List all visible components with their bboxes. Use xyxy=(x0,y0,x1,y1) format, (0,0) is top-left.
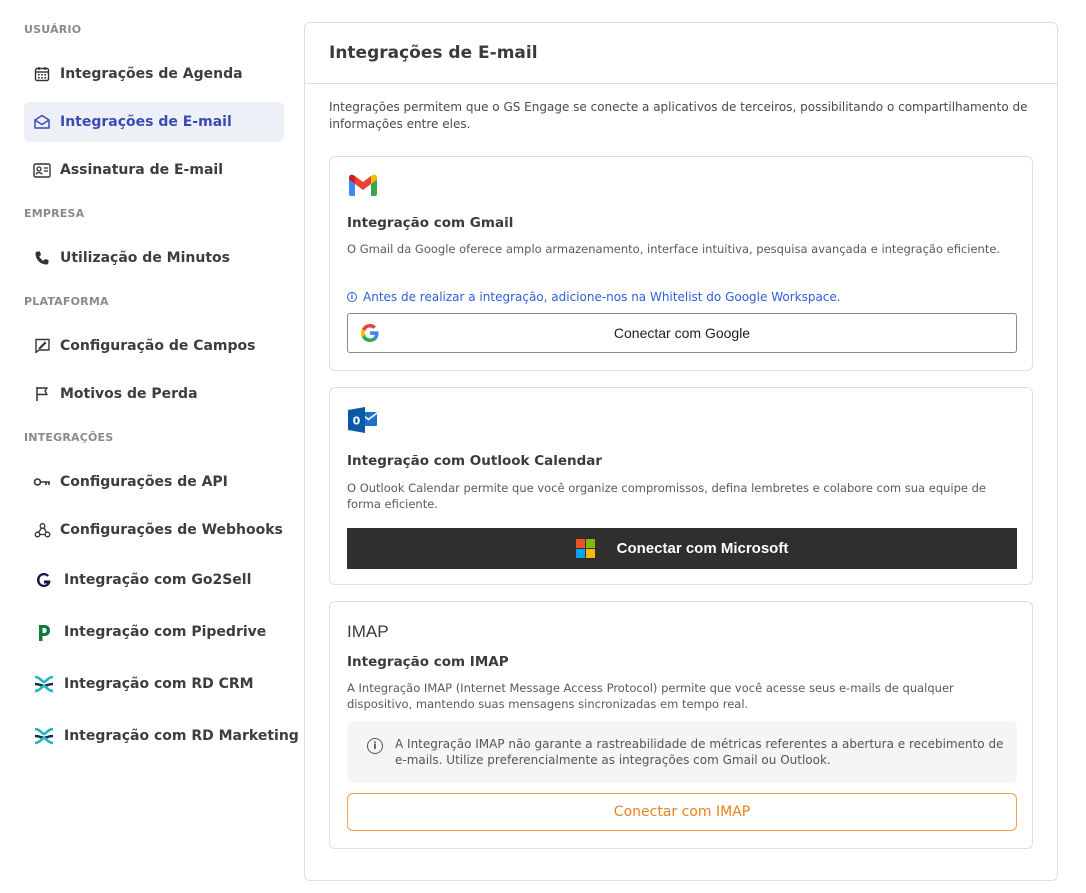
sidebar-item-label: Utilização de Minutos xyxy=(60,250,230,266)
sidebar-item-label: Motivos de Perda xyxy=(60,386,198,402)
sidebar-item-label: Integrações de Agenda xyxy=(60,66,243,82)
sidebar-item-label: Integração com RD CRM xyxy=(64,676,254,692)
connect-imap-button[interactable] xyxy=(347,793,1017,831)
whitelist-link-text: Antes de realizar a integração, adicione-nos na Whitelist do Google Workspace. xyxy=(363,290,841,304)
connect-google-label: Conectar com Google xyxy=(613,325,751,341)
rd-logo-icon xyxy=(32,674,56,694)
sidebar-item-minutos[interactable] xyxy=(24,238,284,278)
gmail-card xyxy=(329,156,1033,371)
settings-sidebar xyxy=(0,0,300,893)
gmail-description: O Gmail da Google oferece amplo armazenamento, interface intuitiva, pesquisa avançada e integração eficiente. xyxy=(347,242,1001,256)
imap-card xyxy=(329,601,1033,849)
microsoft-logo-icon xyxy=(576,539,595,558)
sidebar-item-label: Assinatura de E-mail xyxy=(60,162,223,178)
info-icon: i xyxy=(347,292,357,302)
sidebar-item-webhooks[interactable] xyxy=(24,510,284,550)
go2sell-logo-icon xyxy=(32,570,56,590)
page-title: Integrações de E-mail xyxy=(329,43,538,63)
outlook-card xyxy=(329,387,1033,585)
sidebar-item-go2sell[interactable] xyxy=(24,560,284,600)
imap-heading: IMAP xyxy=(347,622,389,641)
pipedrive-logo-icon xyxy=(32,622,56,642)
webhook-icon xyxy=(32,520,52,540)
sidebar-item-email[interactable] xyxy=(24,102,284,142)
sidebar-item-label: Integração com Pipedrive xyxy=(64,624,267,640)
sidebar-item-label: Configuração de Campos xyxy=(60,338,256,354)
sidebar-item-pipedrive[interactable] xyxy=(24,612,284,652)
mail-icon xyxy=(32,112,52,132)
section-title-empresa: EMPRESA xyxy=(24,207,85,220)
gmail-logo-icon xyxy=(347,173,379,201)
imap-alert-text: A Integração IMAP não garante a rastreabilidade de métricas referentes a abertura e recebimento de e-mails. Utilize preferencialmente as integrações com Gmail ou Outlook. xyxy=(395,737,1004,767)
key-icon xyxy=(32,472,52,492)
sidebar-item-label: Configurações de API xyxy=(60,474,228,490)
outlook-title: Integração com Outlook Calendar xyxy=(347,453,603,469)
imap-alert xyxy=(347,721,1017,783)
calendar-icon xyxy=(32,64,52,84)
sidebar-item-label: Integração com Go2Sell xyxy=(64,572,252,588)
sidebar-item-assinatura[interactable] xyxy=(24,150,284,190)
form-edit-icon xyxy=(32,336,52,356)
outlook-description: O Outlook Calendar permite que você organize compromissos, defina lembretes e colabore com sua equipe de forma eficiente. xyxy=(347,481,987,511)
sidebar-item-label: Integração com RD Marketing xyxy=(64,728,299,744)
sidebar-item-agenda[interactable] xyxy=(24,54,284,94)
phone-icon xyxy=(32,248,52,268)
panel-header xyxy=(305,23,1057,84)
sidebar-item-motivos[interactable] xyxy=(24,374,284,414)
sidebar-item-rd-crm[interactable] xyxy=(24,664,284,704)
sidebar-item-campos[interactable] xyxy=(24,326,284,366)
sidebar-item-api[interactable] xyxy=(24,462,284,502)
connect-imap-label: Conectar com IMAP xyxy=(613,804,751,820)
rd-logo-icon xyxy=(32,726,56,746)
outlook-logo-icon xyxy=(347,406,379,438)
connect-microsoft-button[interactable] xyxy=(347,528,1017,569)
imap-title: Integração com IMAP xyxy=(347,654,509,670)
section-title-plataforma: PLATAFORMA xyxy=(24,295,109,308)
gmail-title: Integração com Gmail xyxy=(347,215,514,231)
flag-icon xyxy=(32,384,52,404)
sidebar-item-label: Integrações de E-mail xyxy=(60,114,232,130)
imap-description: A Integração IMAP (Internet Message Access Protocol) permite que você acesse seus e-mails de qualquer dispositivo, mantendo suas mensagens sincronizadas em tempo real. xyxy=(347,681,954,711)
google-logo-icon xyxy=(360,323,380,347)
section-title-usuario: USUÁRIO xyxy=(24,23,82,36)
svg-text:0: 0 xyxy=(352,414,361,428)
email-integrations-panel xyxy=(304,22,1058,881)
info-icon: i xyxy=(367,738,383,754)
section-title-integracoes: INTEGRAÇÕES xyxy=(24,431,114,444)
connect-microsoft-label: Conectar com Microsoft xyxy=(616,540,789,557)
whitelist-link[interactable] xyxy=(347,290,841,304)
sidebar-item-label: Configurações de Webhooks xyxy=(60,522,283,538)
sidebar-item-rd-marketing[interactable] xyxy=(24,716,299,756)
page-description: Integrações permitem que o GS Engage se conecte a aplicativos de terceiros, possibilitando o compartilhamento de informações entre eles. xyxy=(329,100,1028,131)
id-card-icon xyxy=(32,160,52,180)
connect-google-button[interactable] xyxy=(347,313,1017,353)
